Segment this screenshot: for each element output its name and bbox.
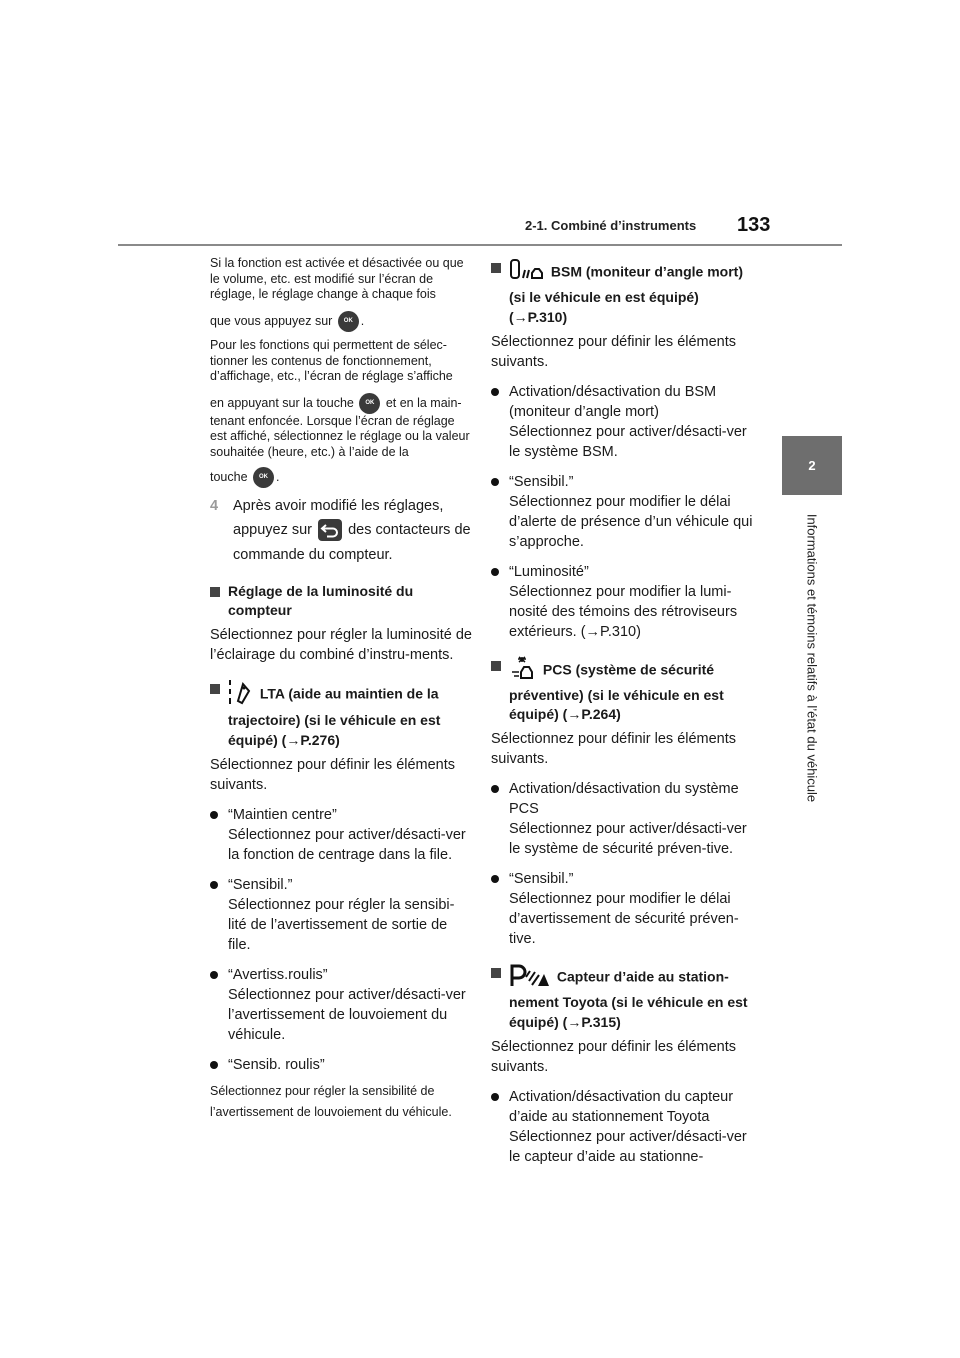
bullet-icon	[210, 805, 228, 865]
pcs-icon	[509, 656, 535, 686]
chapter-title-text: Informations et témoins relatifs à l’état du véhicule	[804, 513, 820, 803]
bullet-icon	[491, 562, 509, 642]
bsm-icon	[509, 258, 543, 288]
parking-sensor-description: Sélectionnez pour définir les éléments suivants.	[491, 1038, 737, 1075]
bullet-icon	[210, 965, 228, 1045]
step-4: 4 Après avoir modifié les réglages, appuyez sur des contacteurs de commande du compteur.	[210, 494, 472, 568]
square-bullet-icon	[491, 963, 509, 1033]
square-bullet-icon	[210, 582, 228, 622]
list-item: “Sensibil.” Sélectionnez pour modifier le délai d’avertissement de sécurité préven-tive.	[491, 869, 753, 949]
roll-sensitivity-description: Sélectionnez pour régler la sensibilité de l’avertissement de louvoiement du véhicule.	[210, 1083, 452, 1120]
chapter-title	[801, 508, 823, 808]
heading-parking-sensor: Capteur d’aide au station-nement Toyota (si le véhicule en est équipé) (→P.315)	[491, 963, 753, 1033]
heading-pcs: PCS (système de sécurité préventive) (si le véhicule en est équipé) (→P.264)	[491, 656, 753, 726]
chapter-tab: 2	[782, 436, 842, 495]
brightness-description: Sélectionnez pour régler la luminosité de l’éclairage du combiné d’instru-ments.	[210, 627, 472, 664]
right-column	[491, 256, 753, 1177]
bullet-icon	[491, 1087, 509, 1167]
page-number: 133	[737, 214, 771, 236]
bullet-icon	[491, 382, 509, 462]
bullet-icon	[491, 779, 509, 859]
bullet-icon	[491, 472, 509, 552]
bsm-description: Sélectionnez pour définir les éléments suivants.	[491, 333, 737, 370]
lta-icon	[228, 679, 252, 711]
list-item: “Avertiss.roulis” Sélectionnez pour activer/désacti-ver l’avertissement de louvoiement du véhicule.	[210, 965, 472, 1045]
bullet-icon	[491, 869, 509, 949]
heading-bsm: BSM (moniteur d’angle mort) (si le véhicule en est équipé) (→P.310)	[491, 258, 753, 328]
square-bullet-icon	[491, 656, 509, 726]
bullet-icon	[210, 1055, 228, 1075]
heading-lta: LTA (aide au maintien de la trajectoire) (si le véhicule en est équipé) (→P.276)	[210, 679, 472, 751]
note-toggle-setting: Si la fonction est activée et désactivée ou que le volume, etc. est modifié sur l’écran de réglage, le réglage change à chaque fois que vous appuyez sur OK .	[210, 256, 472, 332]
pcs-description: Sélectionnez pour définir les éléments suivants.	[491, 731, 737, 768]
lta-description: Sélectionnez pour définir les éléments suivants.	[210, 756, 456, 793]
list-item: Activation/désactivation du capteur d’aide au stationnement Toyota Sélectionnez pour activer/désacti-ver le capteur d’aide au stationne-	[491, 1087, 753, 1167]
header-divider	[118, 244, 842, 246]
parking-sensor-icon	[509, 963, 549, 993]
list-item: Activation/désactivation du BSM (moniteur d’angle mort) Sélectionnez pour activer/désacti-ver le système BSM.	[491, 382, 753, 462]
step-number: 4	[210, 497, 219, 514]
note-hold-setting: Pour les fonctions qui permettent de sélec-tionner les contenus de fonctionnement, d’affichage, etc., l’écran de réglage s’affiche en appuyant sur la touche OK et en la main-tenant enfoncée. Lorsque l’écran de réglage est affiché, sélectionnez le réglage ou la valeur souhaitée (heure, etc.) à l’aide de la touche OK .	[210, 338, 472, 488]
section-title: 2-1. Combiné d’instruments	[525, 218, 697, 233]
list-item: “Maintien centre” Sélectionnez pour activer/désacti-ver la fonction de centrage dans la file.	[210, 805, 472, 865]
list-item: “Sensibil.” Sélectionnez pour régler la sensibi-lité de l’avertissement de sortie de file.	[210, 875, 472, 955]
heading-brightness: Réglage de la luminosité du compteur	[210, 582, 472, 622]
back-button-icon	[318, 519, 342, 541]
square-bullet-icon	[491, 258, 509, 328]
list-item: “Luminosité” Sélectionnez pour modifier la lumi-nosité des témoins des rétroviseurs extérieurs. (→P.310)	[491, 562, 753, 642]
ok-button-icon: OK	[359, 393, 380, 414]
ok-button-icon: OK	[338, 311, 359, 332]
bullet-icon	[210, 875, 228, 955]
list-item: Activation/désactivation du système PCS Sélectionnez pour activer/désacti-ver le système de sécurité préven-tive.	[491, 779, 753, 859]
left-column	[210, 256, 472, 1123]
list-item: “Sensib. roulis”	[210, 1055, 472, 1075]
list-item: “Sensibil.” Sélectionnez pour modifier le délai d’alerte de présence d’un véhicule qui s’approche.	[491, 472, 753, 552]
square-bullet-icon	[210, 679, 228, 751]
ok-button-icon: OK	[253, 467, 274, 488]
